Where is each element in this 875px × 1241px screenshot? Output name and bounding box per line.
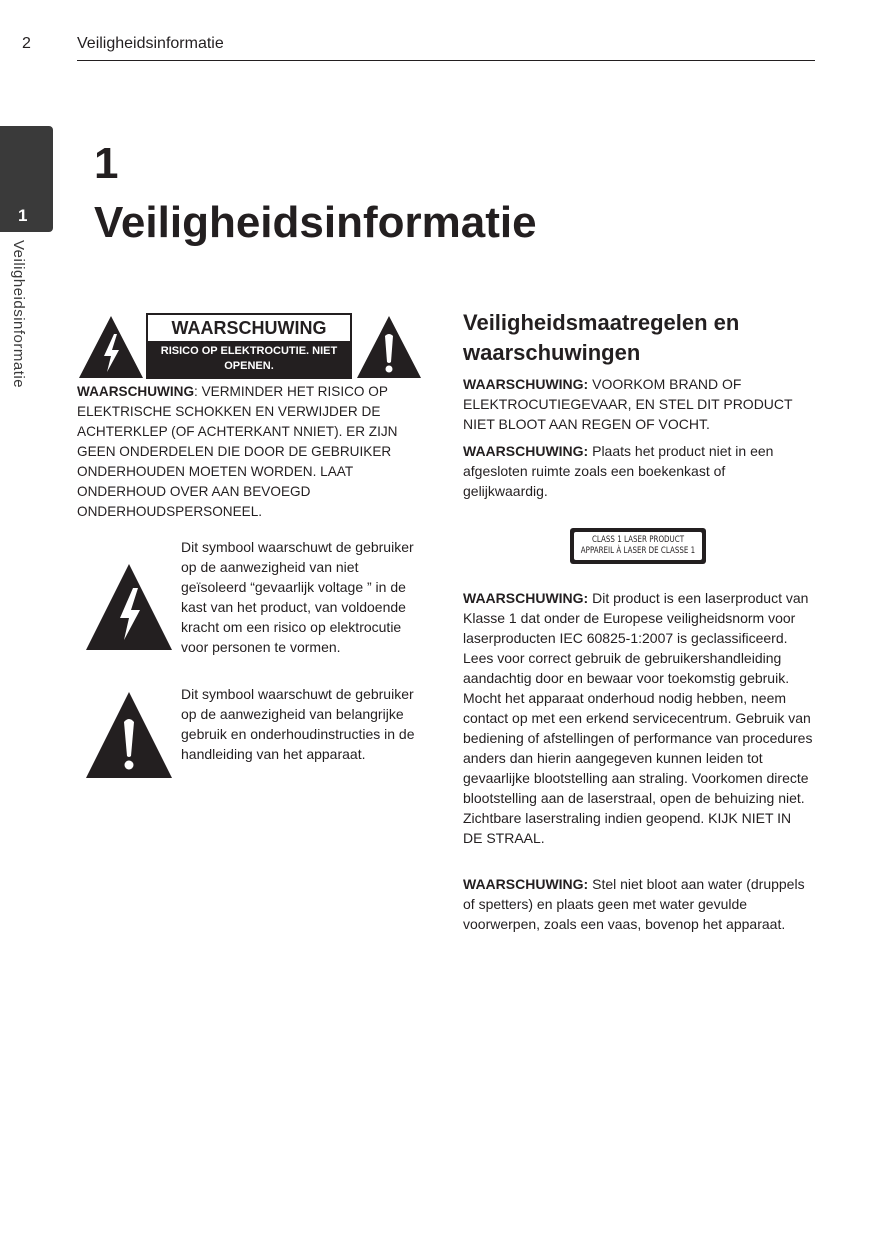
symbol-explanation-lightning: Dit symbool waarschuwt de gebruiker op de aanwezigheid van niet geïsoleerd “gevaarlijk voltage ” in de kast van het product, van voldoende kracht om een risico op elektrocutie voor personen te vormen. [181,539,414,655]
warning-paragraph [463,588,813,848]
side-tab-number: 1 [18,206,28,225]
warning-lead: WAARSCHUWING: [463,590,589,606]
warning-label-subtitle: RISICO OP ELEKTROCUTIE. NIET OPENEN. [148,341,350,377]
exclamation-warning-icon [84,690,174,780]
running-header: Veiligheidsinformatie [77,35,224,52]
warning-body: Plaats het product niet in een afgesloten ruimte zoals een boekenkast of gelijkwaardig. [463,443,774,499]
symbol-explanation-exclamation: Dit symbool waarschuwt de gebruiker op de aanwezigheid van belangrijke gebruik en onderhoudinstructies in de handleiding van het apparaat. [181,686,415,762]
exclamation-warning-icon [355,314,423,380]
class1-laser-label [570,528,706,564]
section-heading: Veiligheidsmaatregelen en waarschuwingen [463,310,740,365]
warning-paragraph [463,441,813,501]
left-warning-lead: WAARSCHUWING [77,384,195,399]
warning-body: Dit product is een laserproduct van Klasse 1 dat onder de Europese veiligheidsnorm voor laserproducten IEC 60825-1:2007 is geclassificeerd. Lees voor correct gebruik de gebruikershandleiding aandachtig door en bewaar voor toekomstig gebruik. Mocht het apparaat onderhoud nodig hebben, neem contact op met een erkend servicecentrum. Gebruik van bediening of afstellingen of performance van procedures anders dan hierin aangegeven kunnen leiden tot gevaarlijke blootstelling aan straling. Voorkomen directe blootstelling aan de laserstraal, open de behuizing niet. Zichtbare laserstraling indien geopend. KIJK NIET IN DE STRAAL. [463,590,813,846]
warning-body: VOORKOM BRAND OF ELEKTROCUTIEGEVAAR, EN STEL DIT PRODUCT NIET BLOOT AAN REGEN OF VOCHT. [463,376,793,432]
left-warning-text [77,382,402,522]
laser-label-text [574,532,702,560]
warning-body: Stel niet bloot aan water (druppels of spetters) en plaats geen met water gevulde voorwerpen, zoals een vaas, bovenop het apparaat. [463,876,805,932]
warning-paragraph [463,874,813,934]
header-rule [77,60,815,61]
chapter-title: Veiligheidsinformatie [94,198,537,247]
warning-lead: WAARSCHUWING: [463,376,589,392]
lightning-warning-icon [84,562,174,652]
laser-label-line2: APPAREIL À LASER DE CLASSE 1 [580,546,696,556]
lightning-warning-icon [77,314,145,380]
left-warning-body: : VERMINDER HET RISICO OP ELEKTRISCHE SCHOKKEN EN VERWIJDER DE ACHTERKLEP (OF ACHTERKANT NNIET). ER ZIJN GEEN ONDERDELEN DIE DOOR DE GEBRUIKER ONDERHOUDEN MOETEN WORDEN. LAAT ONDERHOUD OVER AAN BEVOEGD ONDERHOUDSPERSONEEL. [77,384,398,519]
chapter-number: 1 [94,139,119,188]
warning-lead: WAARSCHUWING: [463,876,589,892]
warning-label [146,313,352,379]
warning-paragraph [463,374,813,434]
page-number: 2 [22,35,31,52]
side-tab-label: Veiligheidsinformatie [10,240,27,389]
warning-lead: WAARSCHUWING: [463,443,589,459]
laser-label-line1: CLASS 1 LASER PRODUCT [591,535,685,545]
warning-label-title: WAARSCHUWING [148,315,350,341]
